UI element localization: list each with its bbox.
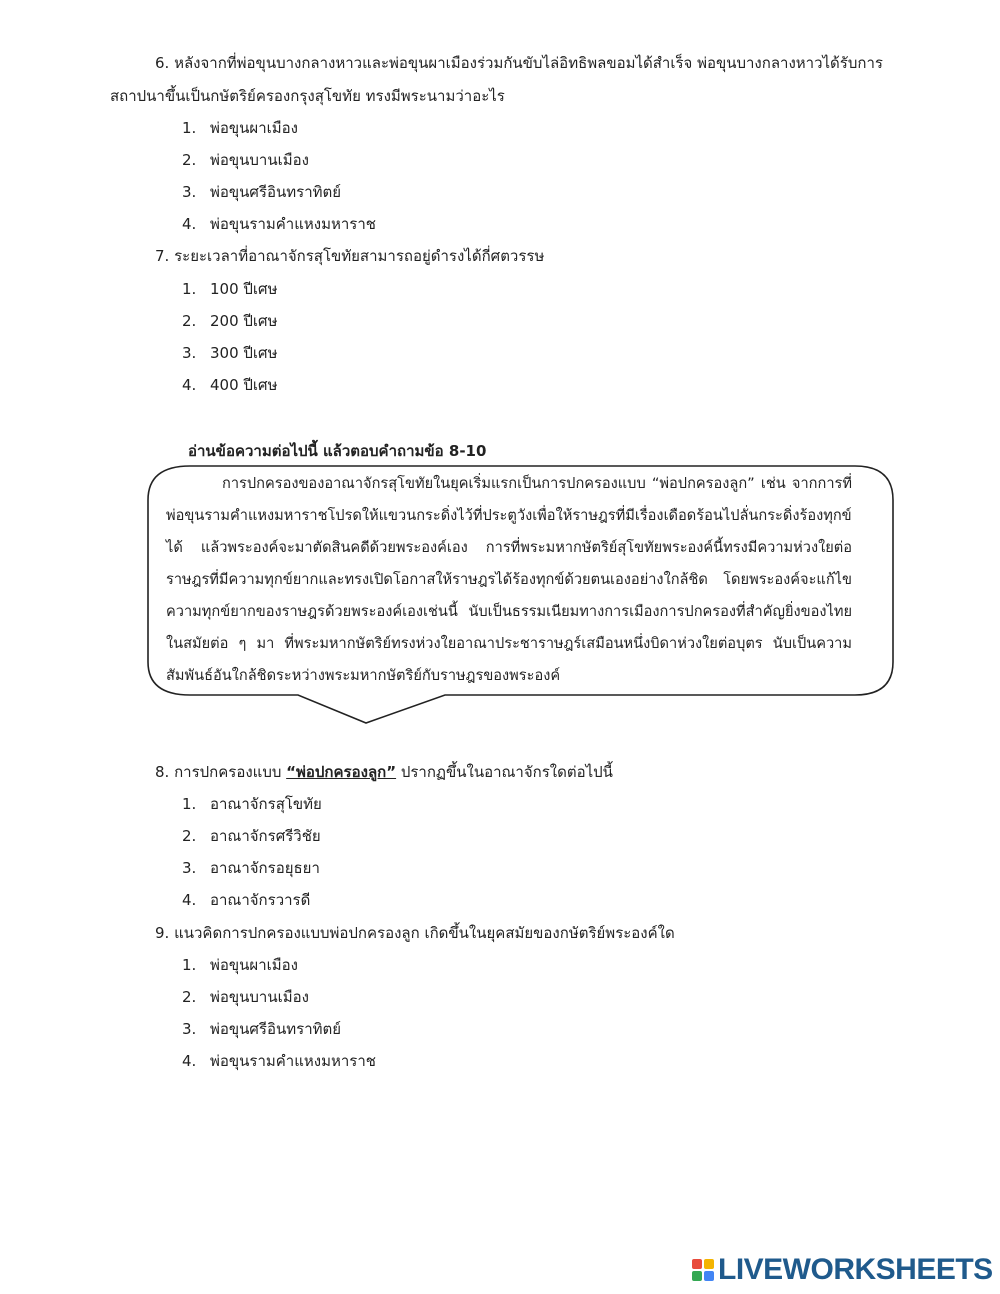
q8-option-2 [182, 825, 321, 847]
option-text: 300 ปีเศษ [210, 344, 278, 362]
option-text: อาณาจักรอยุธยา [210, 859, 320, 877]
logo-tile-green [692, 1271, 702, 1281]
option-text: พ่อขุนบานเมือง [210, 151, 309, 169]
question-7-text: 7. ระยะเวลาที่อาณาจักรสุโขทัยสามารถอยู่ดำรงได้กี่ศตวรรษ [155, 247, 545, 265]
logo-tile-blue [704, 1271, 714, 1281]
option-text: 100 ปีเศษ [210, 280, 278, 298]
option-text: พ่อขุนศรีอินทราทิตย์ [210, 1020, 342, 1038]
question-6-text-line-1: 6. หลังจากที่พ่อขุนบางกลางหาวและพ่อขุนผาเมืองร่วมกันขับไล่อิทธิพลขอมได้สำเร็จ พ่อขุนบางกลางหาวได้รับการ [155, 54, 883, 72]
option-number: 4. [182, 1052, 197, 1070]
q9-option-4 [182, 1050, 376, 1072]
option-number: 1. [182, 119, 197, 137]
option-text: พ่อขุนรามคำแหงมหาราช [210, 1052, 376, 1070]
q8-option-1 [182, 793, 322, 815]
option-text: อาณาจักรสุโขทัย [210, 795, 322, 813]
option-text: อาณาจักรศรีวิชัย [210, 827, 321, 845]
option-number: 1. [182, 280, 197, 298]
option-number: 1. [182, 795, 197, 813]
option-number: 2. [182, 988, 197, 1006]
reading-heading: อ่านข้อความต่อไปนี้ แล้วตอบคำถามข้อ 8-10 [188, 442, 487, 460]
option-number: 4. [182, 891, 197, 909]
option-number: 3. [182, 344, 197, 362]
reading-passage: การปกครองของอาณาจักรสุโขทัยในยุคเริ่มแรกเป็นการปกครองแบบ “พ่อปกครองลูก” เช่น จากการที่พ่อขุนรามคำแหงมหาราชโปรดให้แขวนกระดิ่งไว้ที่ประตูวังเพื่อให้ราษฎรที่มีเรื่องเดือดร้อนไปลั่นกระดิ่งร้องทุกข์ได้ แล้วพระองค์จะมาตัดสินคดีด้วยพระองค์เอง การที่พระมหากษัตริย์สุโขทัยพระองค์นี้ทรงมีความห่วงใยต่อราษฎรที่มีความทุกข์ยากและทรงเปิดโอกาสให้ราษฎรได้ร้องทุกข์ด้วยตนเองอย่างใกล้ชิด โดยพระองค์จะแก้ไขความทุกข์ยากของราษฎรด้วยพระองค์เองเช่นนี้ นับเป็นธรรมเนียมทางการเมืองการปกครองที่สำคัญยิ่งของไทยในสมัยต่อ ๆ มา ที่พระมหากษัตริย์ทรงห่วงใยอาณาประชาราษฎร์เสมือนหนึ่งบิดาห่วงใยต่อบุตร นับเป็นความสัมพันธ์อันใกล้ชิดระหว่างพระมหากษัตริย์กับราษฎรของพระองค์ [166, 475, 852, 684]
option-text: อาณาจักรวารดี [210, 891, 311, 909]
question-8-suffix: ปรากฏขึ้นในอาณาจักรใดต่อไปนี้ [396, 763, 613, 781]
option-number: 3. [182, 859, 197, 877]
option-text: พ่อขุนบานเมือง [210, 988, 309, 1006]
q8-option-4 [182, 889, 310, 911]
q9-option-1 [182, 954, 298, 976]
option-text: 200 ปีเศษ [210, 312, 278, 330]
question-8-emphasis: “พ่อปกครองลูก” [286, 763, 397, 781]
option-number: 3. [182, 1020, 197, 1038]
option-number: 2. [182, 151, 197, 169]
liveworksheets-logo[interactable] [692, 1252, 993, 1288]
option-number: 4. [182, 215, 197, 233]
q9-option-3 [182, 1018, 341, 1040]
q8-option-3 [182, 857, 320, 879]
question-9-text: 9. แนวคิดการปกครองแบบพ่อปกครองลูก เกิดขึ้นในยุคสมัยของกษัตริย์พระองค์ใด [155, 924, 675, 942]
logo-tile-red [692, 1259, 702, 1269]
question-8-prefix: 8. การปกครองแบบ [155, 763, 287, 781]
option-text: พ่อขุนผาเมือง [210, 956, 298, 974]
option-number: 3. [182, 183, 197, 201]
option-text: พ่อขุนผาเมือง [210, 119, 298, 137]
option-text: พ่อขุนรามคำแหงมหาราช [210, 215, 376, 233]
q9-option-2 [182, 986, 309, 1008]
option-number: 2. [182, 827, 197, 845]
logo-tile-yellow [704, 1259, 714, 1269]
option-number: 1. [182, 956, 197, 974]
option-text: พ่อขุนศรีอินทราทิตย์ [210, 183, 342, 201]
logo-text: LIVEWORKSHEETS [718, 1253, 993, 1286]
option-text: 400 ปีเศษ [210, 376, 278, 394]
question-6-text-line-2: สถาปนาขึ้นเป็นกษัตริย์ครองกรุงสุโขทัย ทรงมีพระนามว่าอะไร [110, 87, 505, 105]
question-8-text [155, 761, 613, 783]
logo-icon [692, 1259, 714, 1281]
option-number: 2. [182, 312, 197, 330]
option-number: 4. [182, 376, 197, 394]
